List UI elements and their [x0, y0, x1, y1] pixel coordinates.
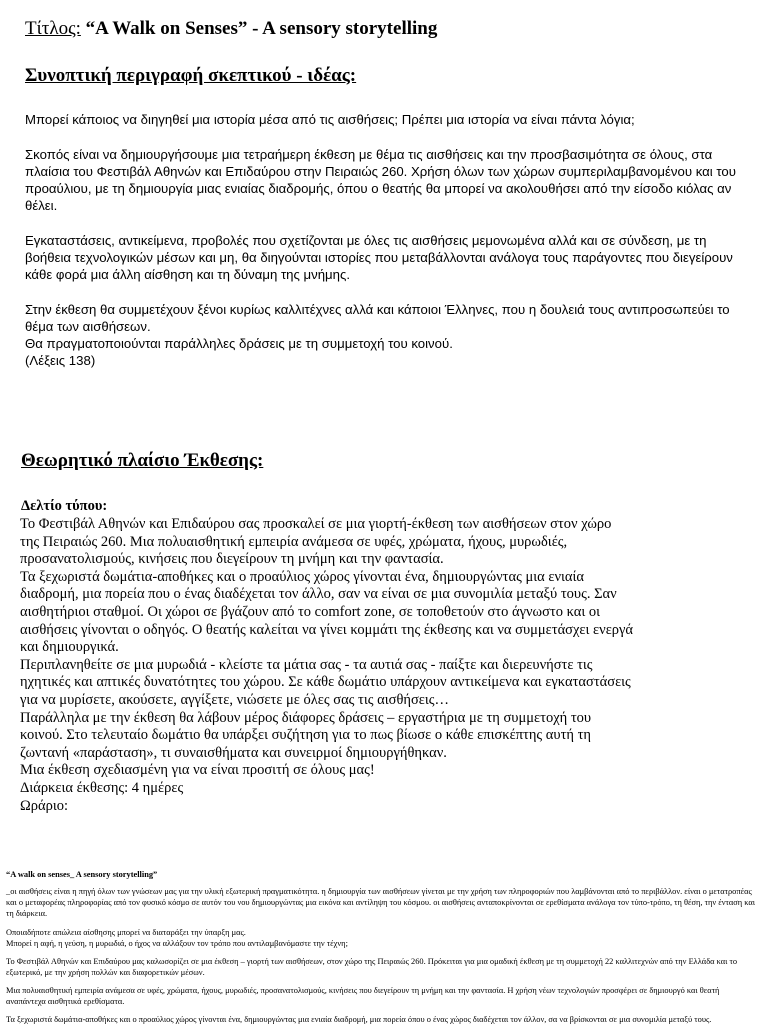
press-line: για να μυρίσετε, ακούσετε, αγγίξετε, νιώσετε με όλες σας τις αισθήσεις…: [20, 691, 450, 708]
fine-print-line: Οποιαδήποτε απώλεια αίσθησης μπορεί να διαταράξει την ύπαρξη μας.: [6, 928, 246, 937]
fine-print-paragraph: Τα ξεχωριστά δωμάτια-αποθήκες και ο προαύλιος χώρος γίνονται ένα, δημιουργώντας μια ενιαία διαδρομή, μια πορεία όπου ο ένας χώρος διαδέχεται τον άλλον, σα να βρίσκονται σε μια συνομιλία μεταξύ τους.: [6, 1015, 712, 1024]
parallel-actions-line: Θα πραγματοποιούνται παράλληλες δράσεις με τη συμμετοχή του κοινού.: [25, 336, 453, 351]
fine-print-paragraph: Μια πολυαισθητική εμπειρία ανάμεσα σε υφές, χρώματα, ήχους, μυρωδιές, προσανατολισμούς, κινήσεις που διεγείρουν τη μνήμη και την φαντασία. Η χρήση νέων τεχνολογιών προσφέρει σε δημιουργό και θεατή αναπάντεχα αισθητικά ερεθίσματα.: [6, 986, 720, 1007]
summary-heading: Συνοπτική περιγραφή σκεπτικού - ιδέας:: [25, 65, 357, 86]
fine-print-paragraph: _οι αισθήσεις είναι η πηγή όλων των γνώσεων μας για την υλική εξωτερική πραγματικότητα. η δημιουργία των αισθήσεων γίνεται με την χρήση των πληροφοριών που λαμβάνονται από το περιβάλλον. είναι ο μετατροπέας και ο μεταφορέας πληροφορίας από τον φυσικό κόσμο σε αυτόν του νου δημιουργώντας μια εικόνα και αντίληψη του κόσμου. οι αισθήσεις ανταποκρίνονται σε ερεθίσματα ανάλογα τον τύπο-τρόπο, τη θέση, την ένταση και τη διάρκεια.: [6, 887, 756, 919]
press-release-body: [20, 516, 640, 815]
press-line: Τα ξεχωριστά δωμάτια-αποθήκες και ο προαύλιος χώρος γίνονται ένα, δημιουργώντας μια ενιαία: [20, 568, 585, 585]
press-line: Παράλληλα με την έκθεση θα λάβουν μέρος διάφορες δράσεις – εργαστήρια με τη συμμετοχή του: [20, 709, 592, 726]
press-line: αισθητήριοι σταθμοί. Οι χώροι σε βγάζουν από το comfort zone, σε τοποθετούν στο άγνωστο και οι: [20, 603, 601, 620]
title-label: Τίτλος:: [25, 18, 81, 39]
summary-artists-paragraph: [25, 301, 747, 369]
title-text: “A Walk on Senses” - A sensory storytelling: [80, 18, 438, 39]
press-line: Ωράριο:: [20, 797, 69, 814]
fine-print-paragraph: [6, 927, 758, 949]
summary-paragraph: Σκοπός είναι να δημιουργήσουμε μια τετραήμερη έκθεση με θέμα τις αισθήσεις και την προσβασιμότητα σε όλους, στα πλαίσια του Φεστιβάλ Αθηνών και Επιδαύρου στην Πειραιώς 260. Χρήση όλων των χώρων συμπεριλαμβανομένου και του προαύλιου, με τη δημιουργία μιας ενιαίας διαδρομής, όπου ο θεατής θα μπορεί να ακολουθήσει από την είσοδο κιόλας αν θέλει.: [25, 147, 736, 213]
fine-print-paragraph: Το Φεστιβάλ Αθηνών και Επιδαύρου μας καλωσορίζει σε μια έκθεση – γιορτή των αισθήσεων, στον χώρο της Πειραιώς 260. Πρόκειται για μια ομαδική έκθεση με τη συμμετοχή 22 καλλιτεχνών από την Ελλάδα και το εξωτερικό, με την χρήση πολλών και διαφορετικών μέσων.: [6, 957, 738, 978]
fine-print-title: “A walk on senses_ A sensory storytelling”: [6, 870, 158, 879]
press-release-heading: Δελτίο τύπου:: [21, 498, 108, 514]
press-line: ηχητικές και απτικές δυνατότητες του χώρου. Σε κάθε δωμάτιο υπάρχουν αντικείμενα και εγκαταστάσεις: [20, 674, 631, 691]
theory-heading: Θεωρητικό πλαίσιο Έκθεσης:: [21, 450, 264, 471]
document-title: [25, 18, 437, 40]
press-line: Διάρκεια έκθεσης: 4 ημέρες: [20, 779, 184, 796]
press-line: αισθήσεις γίνονται ο οδηγός. Ο θεατής καλείται να γίνει κομμάτι της έκθεσης και να συμμετάσχει ενεργά: [20, 621, 634, 638]
word-count: (Λέξεις 138): [25, 353, 96, 368]
fine-print-line: Μπορεί η αφή, η γεύση, η μυρωδιά, ο ήχος να αλλάξουν τον τρόπο που αντιλαμβανόμαστε την τέχνη;: [6, 939, 348, 949]
press-line: και δημιουργικά.: [20, 639, 119, 656]
summary-paragraph: Εγκαταστάσεις, αντικείμενα, προβολές που σχετίζονται με όλες τις αισθήσεις μεμονωμένα αλλά και σε σύνδεση, με τη βοήθεια τεχνολογικών μέσων και μη, θα διηγούνται ιστορίες που μεταβάλλονται ανάλογα τους παράγοντες που διεγείρουν κάθε φορά μια άλλη αίσθηση και τη δύναμη της μνήμης.: [25, 233, 733, 282]
press-line: διαδρομή, μια πορεία που ο ένας διαδέχεται τον άλλο, σαν να είναι σε μια συνομιλία μεταξύ τους. Σαν: [20, 586, 617, 603]
press-line: της Πειραιώς 260. Μια πολυαισθητική εμπειρία ανάμεσα σε υφές, χρώματα, ήχους, μυρωδιές,: [20, 533, 568, 550]
press-line: Περιπλανηθείτε σε μια μυρωδιά - κλείστε τα μάτια σας - τα αυτιά σας - παίξτε και διερευνήστε τις: [20, 656, 593, 673]
summary-paragraph: Μπορεί κάποιος να διηγηθεί μια ιστορία μέσα από τις αισθήσεις; Πρέπει μια ιστορία να είναι πάντα λόγια;: [25, 112, 635, 127]
press-line: Το Φεστιβάλ Αθηνών και Επιδαύρου σας προσκαλεί σε μια γιορτή-έκθεση των αισθήσεων στον χώρο: [20, 516, 612, 532]
press-line: Μια έκθεση σχεδιασμένη για να είναι προσιτή σε όλους μας!: [20, 762, 375, 779]
press-line: ζωντανή «παράσταση», τι συναισθήματα και συνειρμοί δημιουργήθηκαν.: [20, 744, 447, 761]
press-line: κοινού. Στο τελευταίο δωμάτιο θα υπάρξει συζήτηση για το πως βίωσε ο κάθε επισκέπτης αυτή τη: [20, 727, 592, 744]
artists-line: Στην έκθεση θα συμμετέχουν ξένοι κυρίως καλλιτέχνες αλλά και κάποιοι Έλληνες, που η δουλειά τους αντιπροσωπεύει το θέμα των αισθήσεων.: [25, 302, 730, 334]
press-line: προσανατολισμούς, κινήσεις που διεγείρουν τη μνήμη και την φαντασία.: [20, 551, 444, 568]
